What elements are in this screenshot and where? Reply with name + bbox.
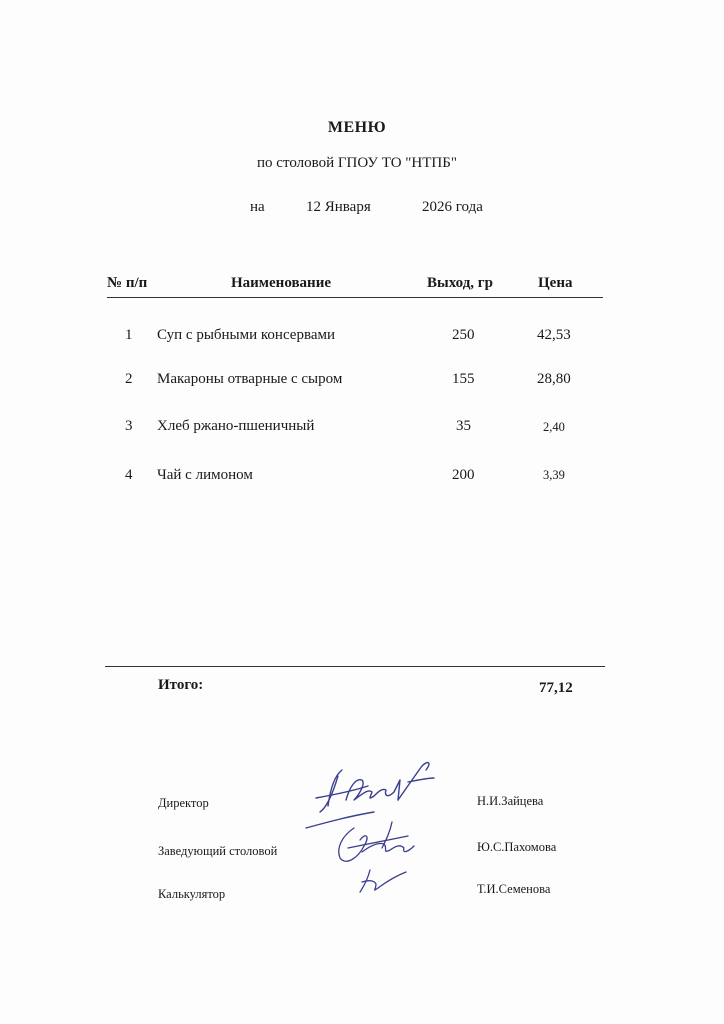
row-name: Хлеб ржано-пшеничный xyxy=(157,418,315,434)
column-header-name: Наименование xyxy=(231,275,331,291)
row-yield: 35 xyxy=(456,418,471,434)
canteen-head-signature xyxy=(334,818,424,872)
signature-name-calculator: Т.И.Семенова xyxy=(477,882,551,896)
date-year: 2026 года xyxy=(422,199,483,215)
row-yield: 250 xyxy=(452,327,475,343)
row-yield: 155 xyxy=(452,371,475,387)
page-subtitle: по столовой ГПОУ ТО "НТПБ" xyxy=(257,155,457,171)
row-name: Макароны отварные с сыром xyxy=(157,371,343,387)
signature-role-calculator: Калькулятор xyxy=(158,887,226,901)
total-value: 77,12 xyxy=(539,680,573,696)
row-number: 2 xyxy=(125,371,133,387)
row-price: 2,40 xyxy=(543,420,565,434)
row-number: 1 xyxy=(125,327,133,343)
row-name: Чай с лимоном xyxy=(157,467,253,483)
signature-name-director: Н.И.Зайцева xyxy=(477,794,544,808)
total-label: Итого: xyxy=(158,677,204,693)
total-divider xyxy=(105,666,605,667)
signature-role-director: Директор xyxy=(158,796,209,810)
signature-role-canteen-head: Заведующий столовой xyxy=(158,844,278,858)
page-title: МЕНЮ xyxy=(327,119,387,136)
date-day-month: 12 Января xyxy=(306,199,371,215)
header-divider xyxy=(107,297,603,298)
column-header-yield: Выход, гр xyxy=(427,275,493,291)
signature-name-canteen-head: Ю.С.Пахомова xyxy=(477,840,557,854)
date-prefix: на xyxy=(250,199,265,215)
row-yield: 200 xyxy=(452,467,475,483)
row-price: 28,80 xyxy=(537,371,571,387)
row-price: 3,39 xyxy=(543,468,565,482)
column-header-number: № п/п xyxy=(107,275,148,291)
row-number: 3 xyxy=(125,418,133,434)
calculator-signature xyxy=(356,866,416,898)
row-number: 4 xyxy=(125,467,133,483)
row-name: Суп с рыбными консервами xyxy=(157,327,336,343)
row-price: 42,53 xyxy=(537,327,571,343)
column-header-price: Цена xyxy=(538,275,573,291)
